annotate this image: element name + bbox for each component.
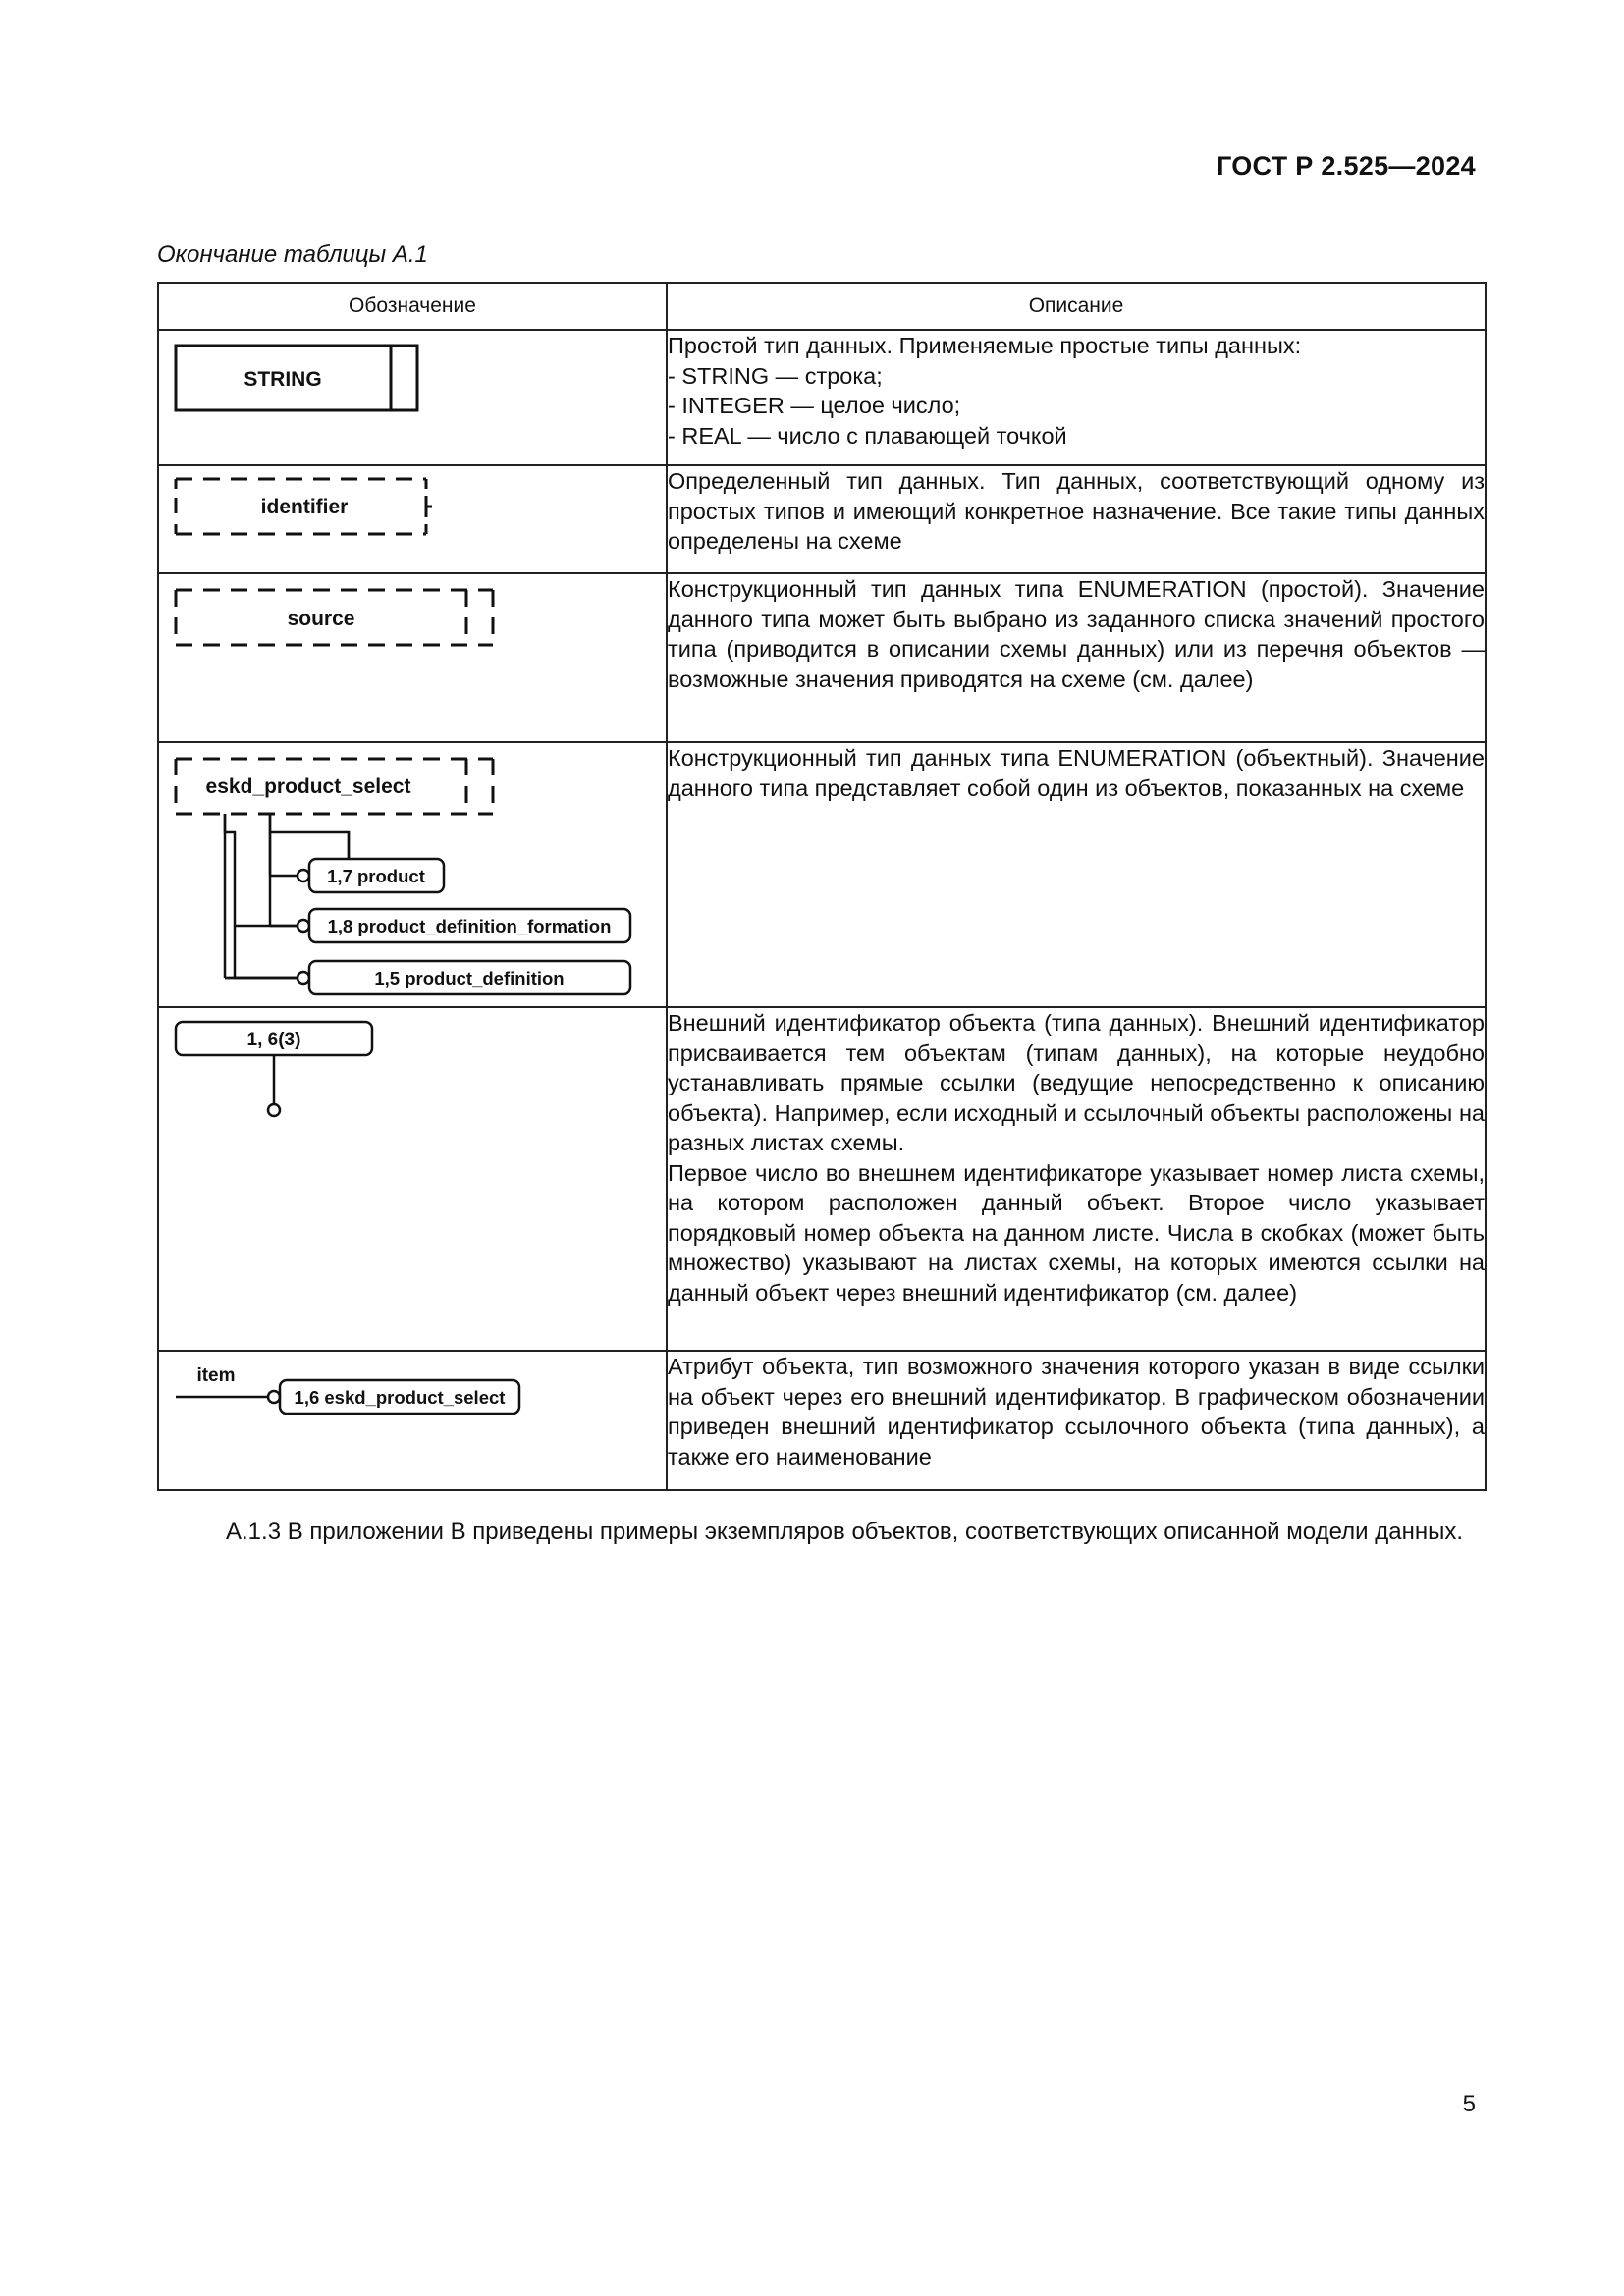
table-row xyxy=(158,465,1486,573)
object-enumeration-symbol xyxy=(159,743,668,1006)
defined-type-symbol xyxy=(159,466,668,572)
table-row xyxy=(158,1351,1486,1490)
symbol-cell xyxy=(158,465,667,573)
description-text: Конструкционный тип данных типа ENUMERATION (объектный). Значение данного типа представляет собой один из объектов, показанных на схеме xyxy=(668,745,1485,801)
description-text: Атрибут объекта, тип возможного значения которого указан в виде ссылки на объект через его внешний идентификатор. В графическом обозначении приведен внешний идентификатор ссылочного объекта (типа данных), а также его наименование xyxy=(668,1354,1485,1469)
table-row xyxy=(158,1007,1486,1351)
symbol-cell xyxy=(158,573,667,742)
description-cell xyxy=(667,330,1486,465)
description-cell xyxy=(667,1351,1486,1490)
symbol-label: 1,6 eskd_product_select xyxy=(294,1387,506,1408)
table-header-row xyxy=(158,283,1486,330)
enum-item-label: 1,5 product_definition xyxy=(374,968,565,988)
description-text: Конструкционный тип данных типа ENUMERATION (простой). Значение данного типа может быть выбрано из заданного списка значений простого типа (приводится в описании схемы данных) или из перечня объектов — возможные значения приводятся на схеме (см. далее) xyxy=(668,576,1485,692)
symbol-label: eskd_product_select xyxy=(205,775,411,798)
page-number: 5 xyxy=(1462,2091,1476,2117)
description-cell xyxy=(667,742,1486,1007)
description-text: Внешний идентификатор объекта (типа данных). Внешний идентификатор присваивается тем объектам (типам данных), на которые неудобно устанавливать прямые ссылки (ведущие непосредственно к описанию объекта). Например, если исходный и ссылочный объекты расположены на разных листах схемы. xyxy=(668,1010,1485,1155)
symbol-label: identifier xyxy=(260,496,349,518)
description-line: - INTEGER — целое число; xyxy=(668,393,961,418)
external-identifier-symbol xyxy=(159,1008,668,1350)
body-paragraph: А.1.3 В приложении В приведены примеры экземпляров объектов, соответствующих описанной модели данных. xyxy=(226,1519,1463,1545)
enumeration-type-symbol xyxy=(159,574,668,741)
symbol-cell xyxy=(158,742,667,1007)
attribute-name: item xyxy=(196,1365,236,1386)
description-text: Определенный тип данных. Тип данных, соответствующий одному из простых типов и имеющий конкретное назначение. Все такие типы данных определены на схеме xyxy=(668,468,1485,554)
enum-item-label: 1,8 product_definition_formation xyxy=(327,916,612,936)
symbol-label: 1, 6(3) xyxy=(246,1030,301,1050)
description-cell xyxy=(667,1007,1486,1351)
description-line: - REAL — число с плавающей точкой xyxy=(668,422,1067,449)
standard-code: ГОСТ Р 2.525—2024 xyxy=(1216,151,1476,181)
description-line: - STRING — строка; xyxy=(668,362,883,389)
simple-type-symbol xyxy=(159,331,668,464)
notation-table xyxy=(157,282,1487,1491)
description-line: Простой тип данных. Применяемые простые типы данных: xyxy=(668,333,1302,358)
table-row xyxy=(158,330,1486,465)
symbol-label: source xyxy=(287,608,355,630)
table-row xyxy=(158,742,1486,1007)
attribute-reference-symbol xyxy=(159,1352,668,1489)
description-cell xyxy=(667,465,1486,573)
col-header-description: Описание xyxy=(667,283,1486,330)
symbol-cell xyxy=(158,330,667,465)
description-text: Первое число во внешнем идентификаторе указывает номер листа схемы, на котором расположен данный объект. Второе число указывает порядковый номер объекта на данном листе. Числа в скобках (может быть множество) указывают на листах схемы, на которых имеются ссылки на данный объект через внешний идентификатор (см. далее) xyxy=(668,1159,1485,1306)
symbol-cell xyxy=(158,1351,667,1490)
description-cell xyxy=(667,573,1486,742)
symbol-label: STRING xyxy=(244,368,322,391)
symbol-cell xyxy=(158,1007,667,1351)
table-row xyxy=(158,573,1486,742)
col-header-symbol: Обозначение xyxy=(158,283,667,330)
enum-item-label: 1,7 product xyxy=(327,866,425,886)
table-caption: Окончание таблицы А.1 xyxy=(157,241,428,268)
